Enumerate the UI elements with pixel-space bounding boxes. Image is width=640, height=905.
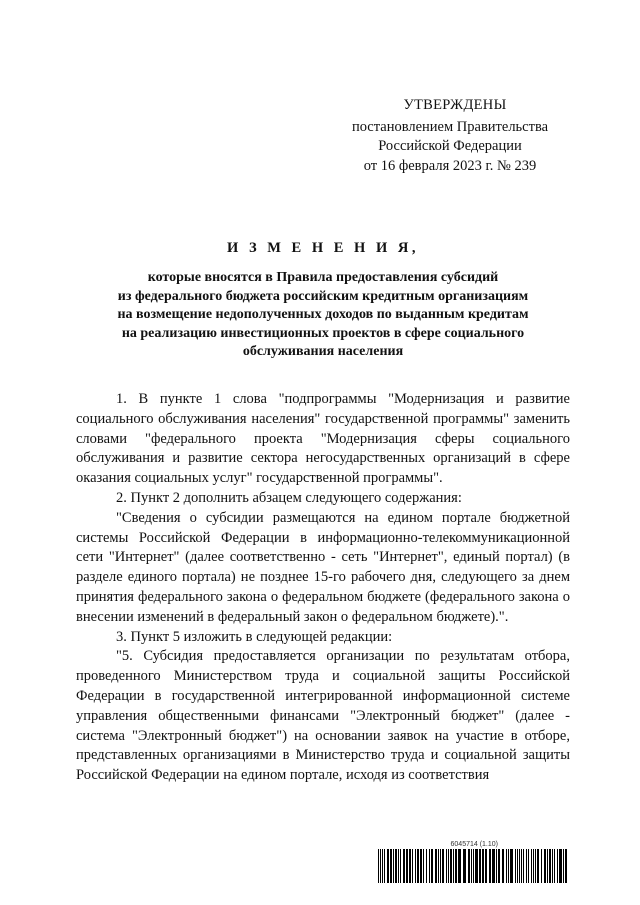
approval-title: УТВЕРЖДЕНЫ [403, 97, 507, 113]
paragraph: "5. Субсидия предоставляется организации по результатам отбора, проведенного Министерством труда и социальной защиты Российской Федерации в государственной интегрированной информационной системе управления общественными финансами "Электронный бюджет" (далее - система "Электронный бюджет") на основании заявок на участие в отборе, представленных организациями в Министерство труда и социальной защиты Российской Федерации на едином портале, исходя из соответствия [76, 648, 570, 784]
document-heading [76, 240, 570, 362]
paragraph: 3. Пункт 5 изложить в следующей редакции: [116, 628, 393, 645]
document-body [76, 390, 570, 786]
paragraph: 1. В пункте 1 слова "подпрограммы "Модернизация и развитие социального обслуживания населения" государственной программы" заменить словами "федерального проекта "Модернизация сферы социального обслуживания и развитие сектора негосударственных организаций в сфере оказания социальных услуг" государственной программы". [76, 391, 570, 487]
document-title: И З М Е Н Е Н И Я, [227, 240, 419, 256]
approval-line-3: от 16 февраля 2023 г. № 239 [363, 157, 537, 174]
document-subtitle [76, 269, 570, 362]
paragraph: 2. Пункт 2 дополнить абзацем следующего содержания: [116, 489, 462, 506]
paragraph: "Сведения о субсидии размещаются на едином портале бюджетной системы Российской Федерации в информационно-телекоммуникационной сети "Интернет" (далее соответственно - сеть "Интернет", единый портал) (в разделе единого портала) не позднее 15-го рабочего дня, следующего за днем принятия федерального закона о федеральном бюджете (федерального закона о внесении изменений в федеральный закон о федеральном бюджете).". [76, 509, 570, 625]
barcode-number: 6045714 (1.10) [450, 841, 498, 848]
approval-line-2: Российской Федерации [378, 138, 522, 154]
approval-block [332, 96, 568, 176]
approval-line-1: постановлением Правительства [351, 118, 549, 135]
subtitle-line: из федерального бюджета российским кредитным организациям [117, 288, 529, 304]
subtitle-line: обслуживания населения [242, 344, 404, 359]
subtitle-line: на возмещение недополученных доходов по выданным кредитам [117, 307, 529, 322]
document-footer [368, 840, 568, 883]
subtitle-line: которые вносятся в Правила предоставления субсидий [147, 270, 499, 285]
barcode-icon [378, 849, 568, 883]
subtitle-line: на реализацию инвестиционных проектов в сфере социального [121, 325, 525, 341]
